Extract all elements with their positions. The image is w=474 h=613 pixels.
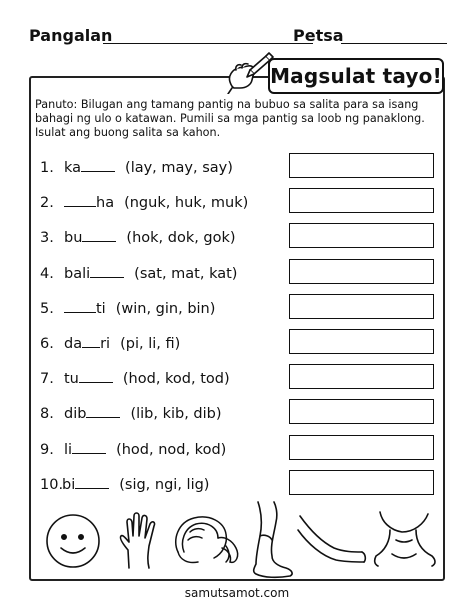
word-prefix: dib	[64, 406, 87, 422]
answer-box[interactable]	[289, 399, 434, 424]
item-number: 2.	[40, 195, 54, 211]
exercise-item	[40, 369, 280, 391]
item-number: 7.	[40, 371, 54, 387]
answer-box[interactable]	[289, 294, 434, 319]
answer-box[interactable]	[289, 364, 434, 389]
word-suffix: ti	[96, 301, 106, 317]
syllable-blank[interactable]	[86, 404, 120, 418]
site-footer: samutsamot.com	[184, 586, 290, 600]
word-prefix: bali	[64, 266, 91, 282]
syllable-options[interactable]: (lay, may, say)	[125, 160, 233, 176]
syllable-options[interactable]: (win, gin, bin)	[115, 301, 216, 317]
item-number: 4.	[40, 266, 54, 282]
syllable-blank[interactable]	[75, 475, 109, 489]
face-picture	[44, 512, 102, 570]
syllable-blank[interactable]	[90, 264, 124, 278]
exercise-item	[40, 440, 280, 462]
syllable-blank[interactable]	[82, 228, 116, 242]
answer-box[interactable]	[289, 188, 434, 213]
word-suffix: ha	[96, 195, 115, 211]
syllable-blank[interactable]	[64, 299, 96, 313]
exercise-item	[40, 228, 280, 250]
syllable-blank[interactable]	[82, 334, 100, 348]
item-number: 8.	[40, 406, 54, 422]
item-number: 1.	[40, 160, 54, 176]
item-number: 9.	[40, 442, 54, 458]
syllable-blank[interactable]	[79, 369, 113, 383]
date-label: Petsa	[293, 26, 344, 45]
answer-box[interactable]	[289, 470, 434, 495]
date-write-line[interactable]	[341, 43, 447, 44]
exercise-item	[40, 299, 280, 321]
exercise-item	[40, 334, 280, 356]
arm-picture	[296, 510, 368, 568]
worksheet-title: Magsulat tayo!	[268, 58, 444, 94]
exercise-item	[40, 404, 280, 426]
hand-picture	[117, 510, 163, 570]
writing-hand-icon	[222, 50, 274, 94]
answer-box[interactable]	[289, 435, 434, 460]
item-number: 5.	[40, 301, 54, 317]
syllable-options[interactable]: (hod, nod, kod)	[116, 442, 227, 458]
word-prefix: li	[64, 442, 73, 458]
leg-picture	[248, 500, 296, 580]
exercise-item	[40, 264, 280, 286]
item-number: 6.	[40, 336, 54, 352]
name-date-header	[29, 26, 449, 48]
syllable-options[interactable]: (nguk, huk, muk)	[124, 195, 249, 211]
neck-picture	[372, 508, 438, 570]
syllable-blank[interactable]	[81, 158, 115, 172]
word-prefix: bu	[64, 230, 83, 246]
syllable-options[interactable]: (sig, ngi, lig)	[119, 477, 210, 493]
syllable-options[interactable]: (hod, kod, tod)	[122, 371, 230, 387]
hair-picture	[170, 512, 242, 570]
syllable-options[interactable]: (hok, dok, gok)	[126, 230, 236, 246]
name-write-line[interactable]	[103, 43, 313, 44]
exercise-item	[40, 158, 280, 180]
answer-box[interactable]	[289, 259, 434, 284]
word-prefix: ka	[64, 160, 82, 176]
exercise-item	[40, 475, 280, 497]
instructions-text: Panuto: Bilugan ang tamang pantig na bubuo sa salita para sa isang bahagi ng ulo o katawan. Pumili sa mga pantig sa loob ng panaklong. Isulat ang buong salita sa kahon.	[35, 98, 425, 139]
name-label: Pangalan	[29, 26, 113, 45]
syllable-blank[interactable]	[64, 193, 96, 207]
exercise-item	[40, 193, 280, 215]
item-number: 10.	[40, 477, 64, 493]
answer-box[interactable]	[289, 329, 434, 354]
syllable-options[interactable]: (pi, li, fi)	[120, 336, 181, 352]
item-number: 3.	[40, 230, 54, 246]
word-suffix: ri	[100, 336, 111, 352]
word-prefix: da	[64, 336, 83, 352]
syllable-options[interactable]: (lib, kib, dib)	[130, 406, 222, 422]
answer-box[interactable]	[289, 223, 434, 248]
syllable-options[interactable]: (sat, mat, kat)	[134, 266, 238, 282]
answer-box[interactable]	[289, 153, 434, 178]
word-prefix: tu	[64, 371, 79, 387]
word-prefix: bi	[62, 477, 76, 493]
syllable-blank[interactable]	[72, 440, 106, 454]
